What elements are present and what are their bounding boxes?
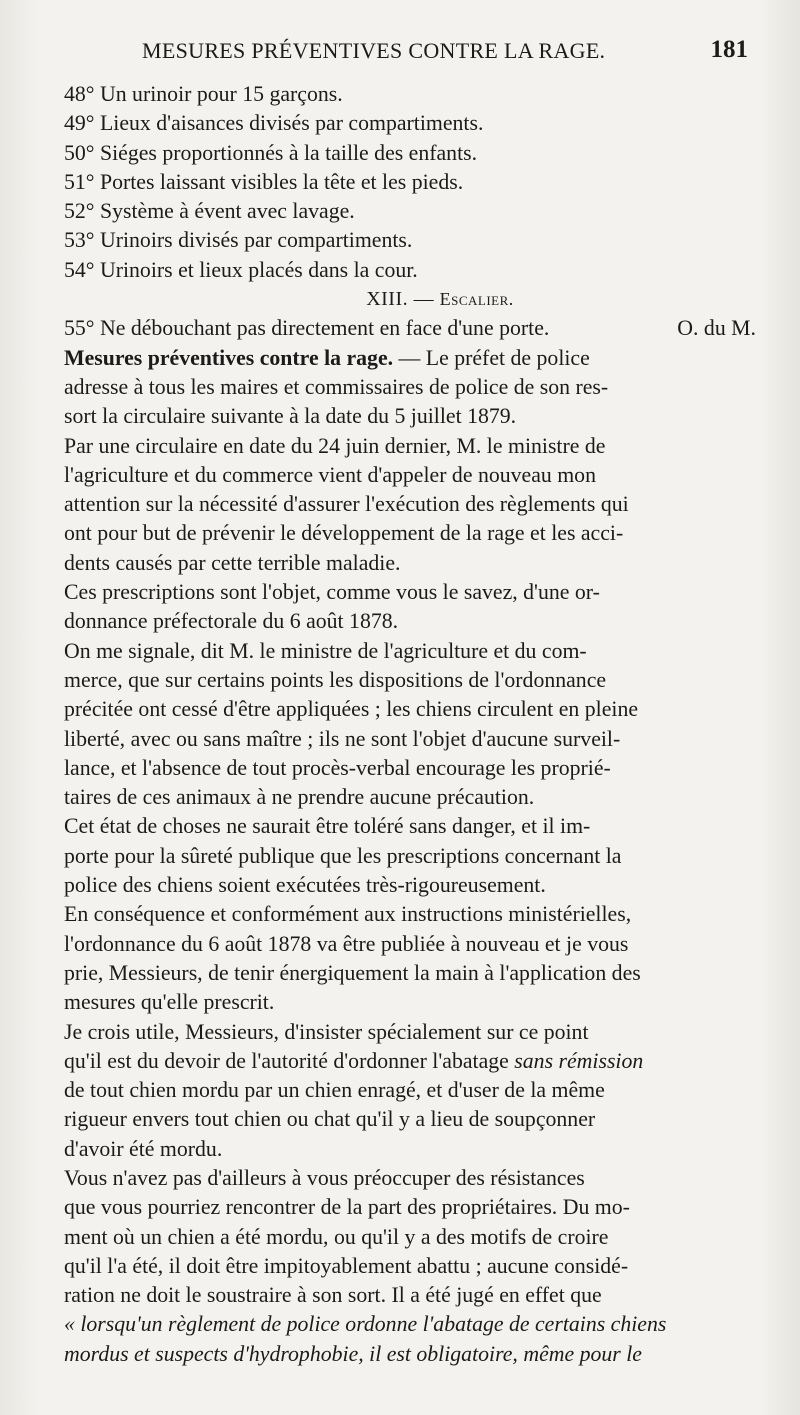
item-text: Système à évent avec lavage. [99,199,355,224]
text-line: d'avoir été mordu. [64,1136,223,1161]
text-line: de tout chien mordu par un chien enragé, et d'user de la même [64,1078,605,1103]
item-text: Ne débouchant pas directement en face d'une porte. [99,316,550,341]
text-line: taires de ces animaux à ne prendre aucune précaution. [64,785,535,810]
item-number: 48° [64,82,95,106]
text-line: précitée ont cessé d'être appliquées ; les chiens circulent en pleine [64,697,639,722]
text-line: lance, et l'absence de tout procès-verbal encourage les proprié- [64,755,611,780]
item-number: 54° [64,257,95,282]
text-line: En conséquence et conformément aux instructions ministérielles, [64,902,632,927]
text-line: ration ne doit le soustraire à son sort. Il a été jugé en effet que [64,1283,602,1308]
text-line: liberté, avec ou sans maître ; ils ne sont l'objet d'aucune surveil- [64,726,621,751]
page-header [60,36,748,70]
item-number: 52° [64,199,95,224]
page-number: 181 [710,36,748,63]
text-line: Cet état de choses ne saurait être toléré sans danger, et il im- [64,814,591,839]
text-line: mesures qu'elle prescrit. [64,990,275,1015]
text-line: attention sur la nécessité d'assurer l'exécution des règlements qui [64,492,629,517]
text-line: Je crois utile, Messieurs, d'insister spécialement sur ce point [64,1019,589,1044]
quoted-line: mordus et suspects d'hydrophobie, il est obligatoire, même pour le [64,1341,642,1366]
text-line: Ces prescriptions sont l'objet, comme vous le savez, d'une or- [64,580,600,605]
page-text [64,80,756,1369]
text-line: l'ordonnance du 6 août 1878 va être publiée à nouveau et je vous [64,931,629,956]
item-text: Portes laissant visibles la tête et les pieds. [99,169,464,194]
text-line: Vous n'avez pas d'ailleurs à vous préoccuper des résistances [64,1165,585,1190]
list-item [64,314,756,343]
paragraph [64,578,756,637]
text-line: police des chiens soient exécutées très-rigoureusement. [64,873,546,898]
text-line: rigueur envers tout chien ou chat qu'il y a lieu de soupçonner [64,1107,596,1132]
numbered-list [64,80,756,285]
text-line: que vous pourriez rencontrer de la part des propriétaires. Du mo- [64,1195,630,1220]
item-text: Urinoirs divisés par compartiments. [99,228,413,253]
list-item [64,109,756,138]
paragraph-intro [64,344,756,432]
text-line: donnance préfectorale du 6 août 1878. [64,609,399,634]
text-line: sort la circulaire suivante à la date du 5 juillet 1879. [64,404,517,429]
list-item [64,226,756,255]
text-line: Par une circulaire en date du 24 juin dernier, M. le ministre de [64,433,606,458]
text-line: prie, Messieurs, de tenir énergiquement la main à l'application des [64,960,641,985]
item-number: 55° [64,316,95,341]
text-line: l'agriculture et du commerce vient d'appeler de nouveau mon [64,462,596,487]
text-line: merce, que sur certains points les dispositions de l'ordonnance [64,667,607,692]
list-item [64,80,756,109]
item-number: 53° [64,228,95,253]
paragraph [64,432,756,578]
text-line: dents causés par cette terrible maladie. [64,550,401,575]
running-title: MESURES PRÉVENTIVES CONTRE LA RAGE. [142,38,606,63]
paragraph-lead: Mesures préventives contre la rage. [64,345,394,370]
item-number: 49° [64,111,95,136]
item-text: Un urinoir pour 15 garçons. [99,82,343,106]
paragraph [64,900,756,1017]
section-numeral: XIII. — [366,288,440,311]
paragraph [64,1164,756,1369]
list-item [64,197,756,226]
source-reference: O. du M. [677,316,756,341]
text-line: porte pour la sûreté publique que les prescriptions concernant la [64,843,622,868]
section-heading [64,285,756,314]
list-item [64,168,756,197]
paragraph [64,1018,756,1164]
item-text: Siéges proportionnés à la taille des enfants. [99,140,478,165]
item-number: 51° [64,169,95,194]
text-line: — Le préfet de police [393,345,590,370]
paragraph [64,637,756,813]
text-line: ment où un chien a été mordu, ou qu'il y a des motifs de croire [64,1224,609,1249]
text-line: On me signale, dit M. le ministre de l'agriculture et du com- [64,638,587,663]
quoted-line: « lorsqu'un règlement de police ordonne l'abatage de certains chiens [64,1312,667,1337]
item-number: 50° [64,140,95,165]
list-item [64,139,756,168]
item-text: Urinoirs et lieux placés dans la cour. [99,257,418,282]
paragraph [64,812,756,900]
text-line: adresse à tous les maires et commissaires de police de son res- [64,374,609,399]
list-item [64,256,756,285]
text-line: qu'il l'a été, il doit être impitoyablement abattu ; aucune considé- [64,1253,629,1278]
emphasis: sans rémission [514,1048,644,1073]
text-line: qu'il est du devoir de l'autorité d'ordonner l'abatage [64,1048,515,1073]
text-line: ont pour but de prévenir le développement de la rage et les acci- [64,521,624,546]
item-text: Lieux d'aisances divisés par compartiments. [99,111,484,136]
section-title: Escalier. [439,289,514,310]
